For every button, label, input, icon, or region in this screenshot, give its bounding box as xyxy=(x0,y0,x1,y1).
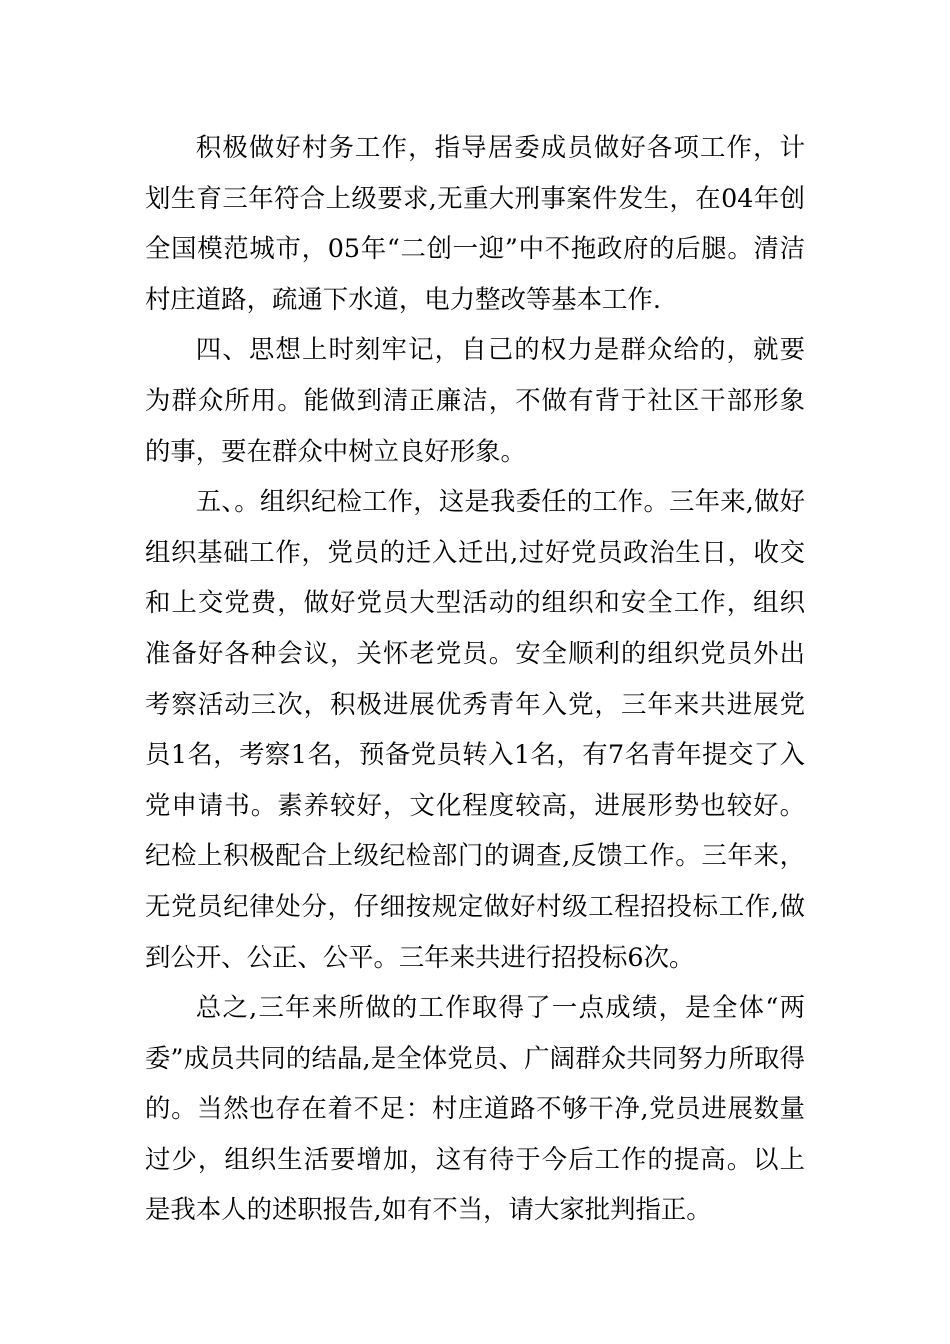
paragraph-organization-discipline: 五、。组织纪检工作，这是我委任的工作。三年来,做好组织基础工作，党员的迁入迁出,过好党员政治生日，收交和上交党费，做好党员大型活动的组织和安全工作，组织准备好各种会议，关怀老党员。安全顺利的组织党员外出考察活动三次，积极进展优秀青年入党，三年来共进展党员1名，考察1名，预备党员转入1名，有7名青年提交了入党申请书。素养较好，文化程度较高，进展形势也较好。 纪检上积极配合上级纪检部门的调查,反馈工作。三年来，无党员纪律处分，仔细按规定做好村级工程招投标工作,做到公开、公正、公平。三年来共进行招投标6次。 xyxy=(145,486,805,972)
paragraph-village-affairs: 积极做好村务工作，指导居委成员做好各项工作，计划生育三年符合上级要求,无重大刑事案件发生，在04年创全国模范城市，05年“二创一迎”中不拖政府的后腿。清洁村庄道路，疏通下水道，电力整改等基本工作. xyxy=(145,132,805,314)
paragraph-summary: 总之,三年来所做的工作取得了一点成绩，是全体“两委”成员共同的结晶,是全体党员、广阔群众共同努力所取得的。当然也存在着不足：村庄道路不够干净,党员进展数量过少，组织生活要增加，这有待于今后工作的提高。以上是我本人的述职报告,如有不当，请大家批判指正。 xyxy=(145,992,805,1225)
paragraph-thinking: 四、思想上时刻牢记，自己的权力是群众给的，就要为群众所用。能做到清正廉洁，不做有背于社区干部形象的事，要在群众中树立良好形象。 xyxy=(145,334,805,466)
document-body xyxy=(145,122,805,1235)
